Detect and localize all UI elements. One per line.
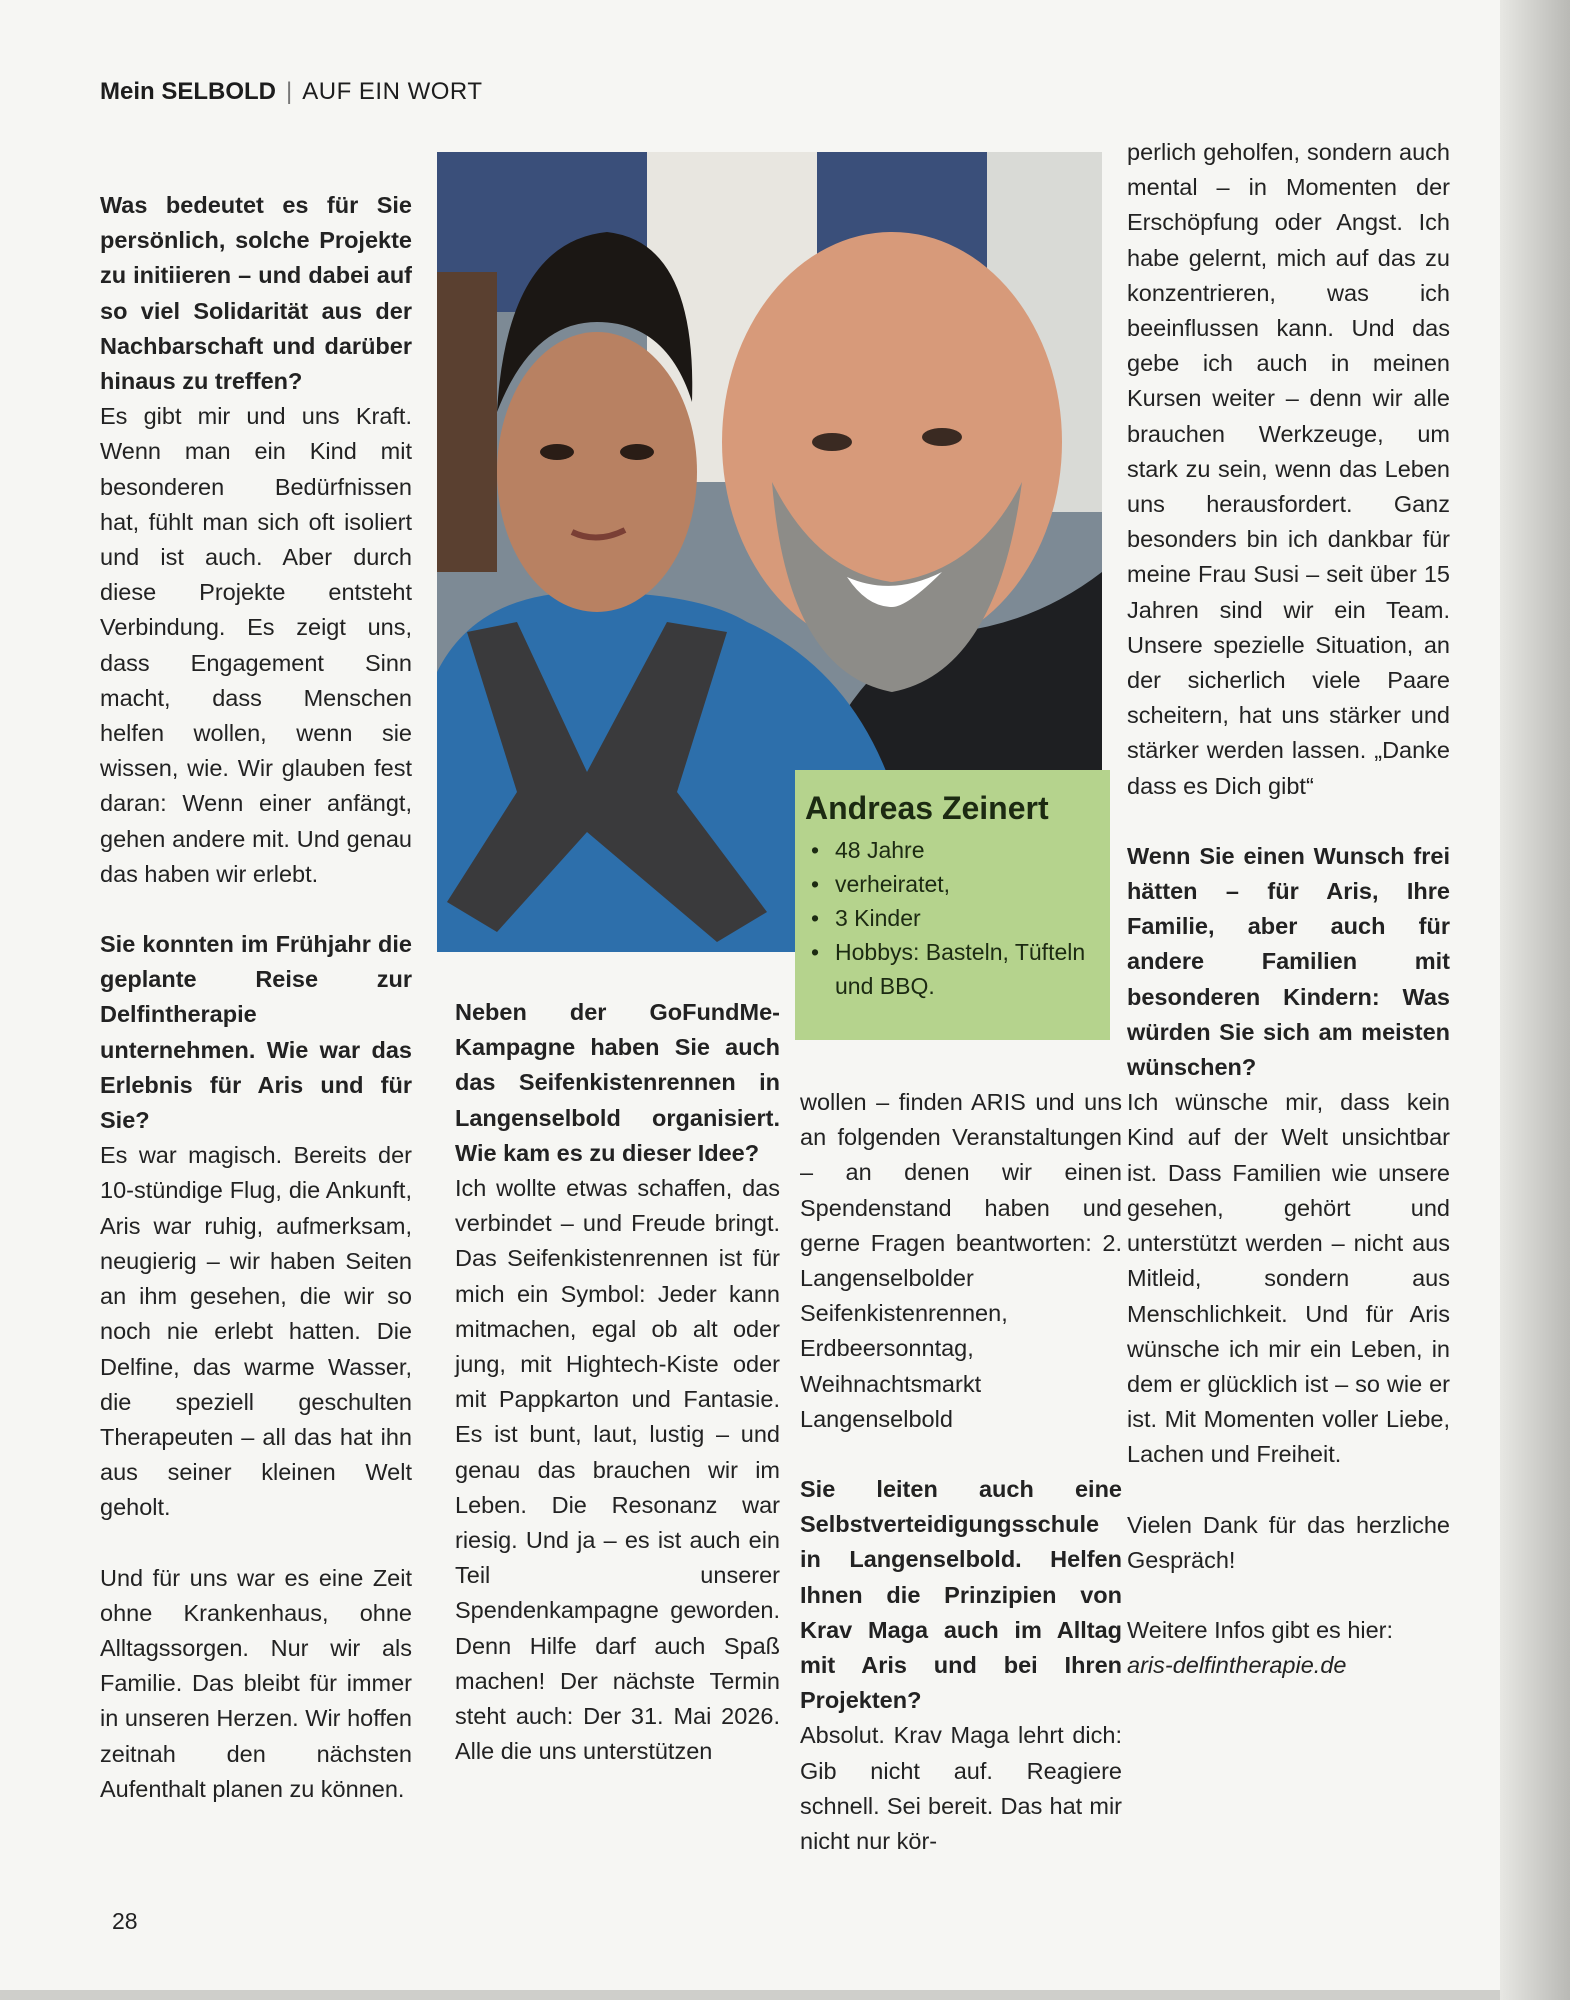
- person-name: Andreas Zeinert: [805, 790, 1049, 826]
- answer-5: Ich wünsche mir, dass kein Kind auf der Welt unsichtbar ist. Dass Familien wie unsere gesehen, gehört und unterstützt werden – nicht aus Mitleid, sondern aus Menschlichkeit. Und für Aris wünsche ich mir ein Leben, in dem er glücklich ist – so wie er ist. Mit Momenten voller Liebe, Lachen und Freiheit.: [1127, 1089, 1450, 1468]
- fact-marital-status: • verheiratet,: [805, 867, 1095, 901]
- answer-3: Ich wollte etwas schaffen, das verbindet – und Freude bringt. Das Seifenkistenrennen ist für mich ein Symbol: Jeder kann mitmachen, egal ob alt oder jung, mit Hightech-Kiste oder mit Pappkarton und Fantasie. Es ist bunt, laut, lustig – und genau das brauchen wir im Leben. Die Resonanz war riesig. Und ja – es ist auch ein Teil unserer Spendenkampagne geworden. Denn Hilfe darf auch Spaß machen! Der nächste Termin steht auch: Der 31. Mai 2026. Alle die uns unterstützen: [455, 1175, 780, 1765]
- answer-4-continued: perlich geholfen, sondern auch mental – in Momenten der Erschöpfung oder Angst. Ich habe gelernt, mich auf das zu konzentrieren, was ich beeinflussen kann. Und das gebe ich auch in meinen Kursen weiter – denn wir alle brauchen Werkzeuge, um stark zu sein, wenn das Leben uns herausfordert. Ganz besonders bin ich dankbar für meine Frau Susi – seit über 15 Jahren sind wir ein Team. Unsere spezielle Situation, an der sicherlich viele Paare scheitern, hat uns stärker und stärker werden lassen. „Danke dass es Dich gibt“: [1127, 139, 1450, 799]
- more-info-label: Weitere Infos gibt es hier:: [1127, 1616, 1394, 1643]
- question-5: Wenn Sie einen Wunsch frei hätten – für Aris, Ihre Familie, aber auch für andere Familien mit besonderen Kindern: Was würden Sie sich am meisten wünschen?: [1127, 842, 1450, 1081]
- answer-1: Es gibt mir und uns Kraft. Wenn man ein Kind mit besonderen Bedürfnissen hat, fühlt man sich oft isoliert und ist auch. Aber durch diese Projekte entsteht Verbindung. Es zeigt uns, dass Engagement Sinn macht, dass Menschen helfen wollen, wenn sie wissen, wie. Wir glauben fest daran: Wenn einer anfängt, gehen andere mit. Und genau das haben wir erlebt.: [100, 403, 412, 887]
- header-separator: |: [286, 78, 293, 105]
- fact-children: • 3 Kinder: [805, 901, 1095, 935]
- article-column-3: [800, 1085, 1122, 1859]
- page-header: [100, 78, 482, 106]
- page-number: 28: [112, 1908, 138, 1934]
- magazine-brand: Mein SELBOLD: [100, 78, 277, 105]
- question-3: Neben der GoFundMe-Kampagne haben Sie auch das Seifenkistenrennen in Langenselbold organisiert. Wie kam es zu dieser Idee?: [455, 999, 780, 1166]
- article-column-4: [1127, 135, 1450, 1683]
- section-title: AUF EIN WORT: [302, 78, 483, 105]
- person-facts-list: [805, 833, 1095, 1003]
- fact-age: • 48 Jahre: [805, 833, 1095, 867]
- website-link[interactable]: aris-delfintherapie.de: [1127, 1652, 1347, 1679]
- question-1: Was bedeutet es für Sie persönlich, solche Projekte zu initiieren – und dabei auf so viel Solidarität aus der Nachbarschaft und darüber hinaus zu treffen?: [100, 192, 412, 395]
- question-4: Sie leiten auch eine Selbstverteidigungsschule in Langenselbold. Helfen Ihnen die Prinzipien von Krav Maga auch im Alltag mit Aris und bei Ihren Projekten?: [800, 1476, 1122, 1714]
- page-curl-shadow: [1500, 0, 1570, 2000]
- person-info-box: [795, 770, 1110, 1040]
- answer-3-continued: wollen – finden ARIS und uns an folgenden Veranstaltungen – an denen wir einen Spendenstand haben und gerne Fragen beantworten: 2. Langenselbolder Seifenkistenrennen, Erdbeersonntag, Weihnachtsmarkt Langenselbold: [800, 1089, 1122, 1432]
- closing-thanks: Vielen Dank für das herzliche Gespräch!: [1127, 1511, 1450, 1573]
- article-column-2: [455, 995, 780, 1769]
- article-column-1: [100, 188, 412, 1807]
- answer-2-continued: Und für uns war es eine Zeit ohne Krankenhaus, ohne Alltagssorgen. Nur wir als Familie. Das bleibt für immer in unseren Herzen. Wir hoffen zeitnah den nächsten Aufenthalt planen zu können.: [100, 1564, 412, 1802]
- question-2: Sie konnten im Frühjahr die geplante Reise zur Delfintherapie unternehmen. Wie war das Erlebnis für Aris und für Sie?: [100, 931, 412, 1134]
- fact-hobbies: • Hobbys: Basteln, Tüfteln und BBQ.: [805, 935, 1095, 1003]
- answer-4: Absolut. Krav Maga lehrt dich: Gib nicht auf. Reagiere schnell. Sei bereit. Das hat mir nicht nur kör-: [800, 1722, 1122, 1855]
- answer-2: Es war magisch. Bereits der 10-stündige Flug, die Ankunft, Aris war ruhig, aufmerksam, neugierig – wir haben Seiten an ihm gesehen, die wir so noch nie erlebt hatten. Die Delfine, das warme Wasser, die speziell geschulten Therapeuten – all das hat ihn aus seiner kleinen Welt geholt.: [100, 1142, 412, 1521]
